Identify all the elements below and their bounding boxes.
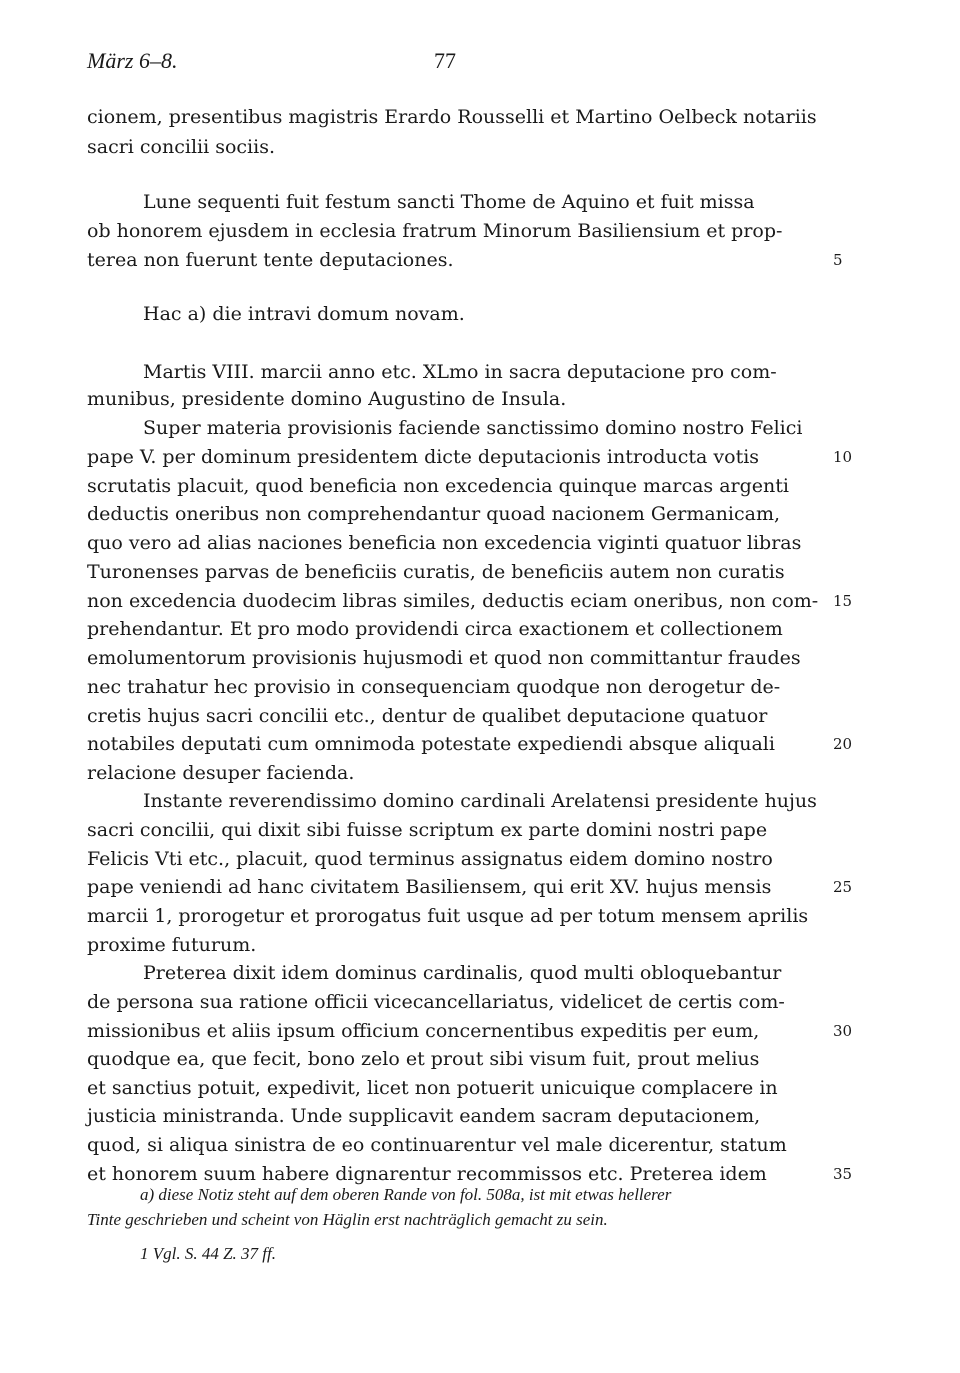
- line-number: 20: [833, 735, 853, 753]
- text-line: cionem, presentibus magistris Erardo Rousselli et Martino Oelbeck notariis: [87, 106, 817, 128]
- line-number: 30: [833, 1022, 853, 1040]
- page-number: 77: [434, 48, 456, 73]
- footnote-a-line2: Tinte geschrieben und scheint von Häglin erst nachträglich gemacht zu sein.: [87, 1210, 608, 1229]
- text-line: et sanctius potuit, expedivit, licet non potuerit unicuique complacere in: [87, 1077, 778, 1099]
- line-number: 35: [833, 1165, 853, 1183]
- text-line: cretis hujus sacri concilii etc., dentur de qualibet deputacione quatuor: [87, 705, 768, 727]
- text-line: et honorem suum habere dignarentur recommissos etc. Preterea idem: [87, 1163, 767, 1185]
- text-line: Felicis Vti etc., placuit, quod terminus assignatus eidem domino nostro: [87, 848, 773, 870]
- text-line: Preterea dixit idem dominus cardinalis, quod multi obloquebantur: [143, 962, 782, 984]
- text-line: Turonenses parvas de beneficiis curatis, de beneficiis autem non curatis: [87, 561, 785, 583]
- text-line: Instante reverendissimo domino cardinali Arelatensi presidente hujus: [143, 790, 817, 812]
- text-line: proxime futurum.: [87, 934, 257, 956]
- text-line: ob honorem ejusdem in ecclesia fratrum Minorum Basiliensium et prop-: [87, 220, 783, 242]
- text-line: quo vero ad alias naciones beneficia non excedencia viginti quatuor libras: [87, 532, 802, 554]
- text-line: emolumentorum provisionis hujusmodi et quod non committantur fraudes: [87, 647, 801, 669]
- line-number: 25: [833, 878, 853, 896]
- line-number: 10: [833, 448, 853, 466]
- text-line: marcii 1, prorogetur et prorogatus fuit usque ad per totum mensem aprilis: [87, 905, 809, 927]
- text-line: Lune sequenti fuit festum sancti Thome de Aquino et fuit missa: [143, 191, 755, 213]
- text-line: Super materia provisionis faciende sanctissimo domino nostro Felici: [143, 417, 803, 439]
- text-line: missionibus et aliis ipsum officium concernentibus expeditis per eum,: [87, 1020, 760, 1042]
- text-line: prehendantur. Et pro modo providendi circa exactionem et collectionem: [87, 618, 783, 640]
- running-title: März 6–8.: [87, 48, 178, 73]
- text-line: deductis oneribus non comprehendantur quoad nacionem Germanicam,: [87, 503, 781, 525]
- text-line: sacri concilii sociis.: [87, 136, 275, 158]
- text-line: notabiles deputati cum omnimoda potestate expediendi absque aliquali: [87, 733, 775, 755]
- text-line: nec trahatur hec provisio in consequenciam quodque non derogetur de-: [87, 676, 781, 698]
- text-line: quod, si aliqua sinistra de eo continuarentur vel male dicerentur, statum: [87, 1134, 787, 1156]
- text-line: terea non fuerunt tente deputaciones.: [87, 249, 454, 271]
- text-line: Martis VIII. marcii anno etc. XLmo in sacra deputacione pro com-: [143, 361, 777, 383]
- text-line: relacione desuper facienda.: [87, 762, 355, 784]
- text-line: de persona sua ratione officii vicecancellariatus, videlicet de certis com-: [87, 991, 785, 1013]
- text-line: non excedencia duodecim libras similes, deductis eciam oneribus, non com-: [87, 590, 819, 612]
- line-number: 5: [833, 251, 843, 269]
- text-line: pape veniendi ad hanc civitatem Basiliensem, qui erit XV. hujus mensis: [87, 876, 772, 898]
- text-line: pape V. per dominum presidentem dicte deputacionis introducta votis: [87, 446, 760, 468]
- text-line: justicia ministranda. Unde supplicavit eandem sacram deputacionem,: [87, 1105, 761, 1127]
- text-line: Hac a) die intravi domum novam.: [143, 303, 465, 325]
- line-number: 15: [833, 592, 853, 610]
- text-line: sacri concilii, qui dixit sibi fuisse scriptum ex parte domini nostri pape: [87, 819, 768, 841]
- footnote-1: 1 Vgl. S. 44 Z. 37 ff.: [140, 1244, 277, 1263]
- footnote-a-line1: a) diese Notiz steht auf dem oberen Rande von fol. 508a, ist mit etwas hellerer: [140, 1185, 672, 1204]
- text-line: quodque ea, que fecit, bono zelo et prout sibi visum fuit, prout melius: [87, 1048, 760, 1070]
- text-line: munibus, presidente domino Augustino de Insula.: [87, 388, 567, 410]
- text-line: scrutatis placuit, quod beneficia non excedencia quinque marcas argenti: [87, 475, 789, 497]
